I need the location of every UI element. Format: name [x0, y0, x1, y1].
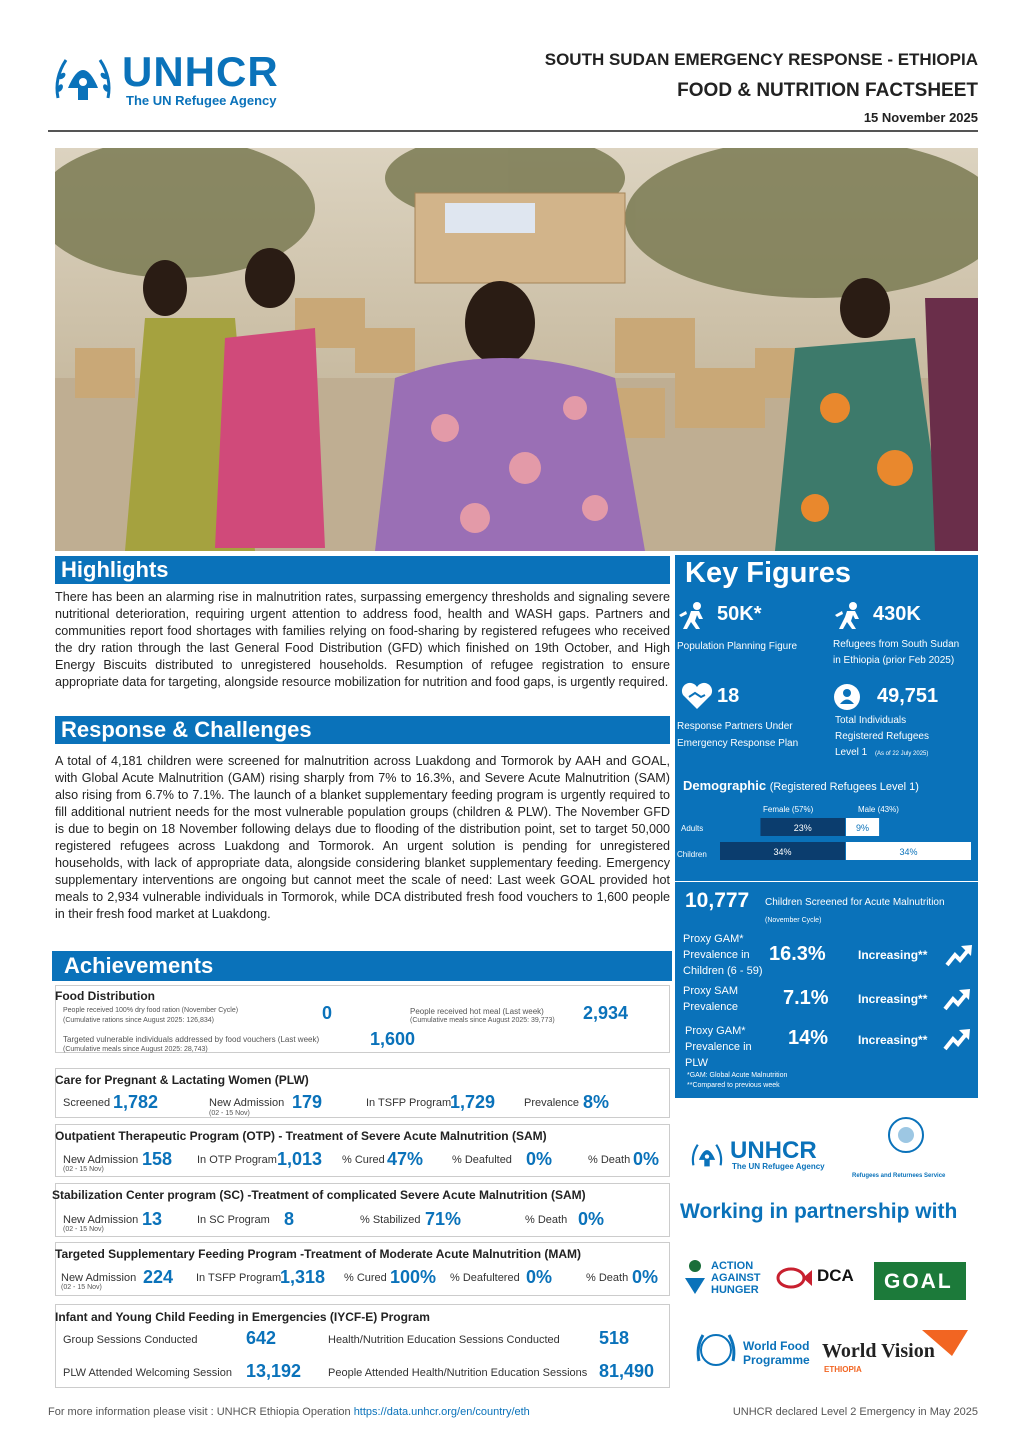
gam-value: 16.3%	[769, 943, 826, 965]
female-label-adults: 23%	[793, 823, 812, 833]
sam-value: 7.1%	[783, 987, 829, 1009]
footer-info-text: For more information please visit : UNHCR Ethiopia Operation	[48, 1406, 351, 1418]
food-distribution-photo	[55, 148, 978, 551]
registered-label-1: Total Individuals	[835, 715, 907, 726]
otp-death-value: 0%	[633, 1149, 660, 1169]
demographic-subtitle: (Registered Refugees Level 1)	[769, 781, 919, 793]
tsfp-program-label: In TSFP Program	[196, 1272, 282, 1284]
partner-unhcr-logo	[688, 1137, 833, 1177]
tsfp-admission-sub: (02 - 15 Nov)	[61, 1284, 102, 1291]
plw-tsfp-label: In TSFP Program	[366, 1097, 452, 1109]
hot-meal-sub: (Cumulative meals since August 2025: 39,773)	[410, 1017, 555, 1024]
plw-prevalence-value: 8%	[583, 1092, 610, 1112]
otp-heading: Outpatient Therapeutic Program (OTP) - Treatment of Severe Acute Malnutrition (SAM)	[55, 1129, 547, 1143]
trend-up-icon	[943, 1027, 971, 1051]
otp-cured-label: % Cured	[342, 1154, 385, 1166]
panel-divider	[675, 881, 978, 882]
dry-ration-sub: (Cumulative rations since August 2025: 126,834)	[63, 1017, 214, 1024]
registered-value: 49,751	[877, 685, 939, 707]
aah-line-1: ACTION	[711, 1260, 754, 1272]
footnote-gam: *GAM: Global Acute Malnutrition	[687, 1072, 788, 1079]
food-heading: Food Distribution	[55, 989, 155, 1003]
adults-label: Adults	[681, 824, 704, 833]
unhcr-logo	[48, 48, 308, 118]
female-label: Female (57%)	[763, 805, 814, 814]
refugees-label-1: Refugees from South Sudan	[833, 639, 960, 650]
plw-gam-label: Proxy GAM* Prevalence in PLW	[685, 1025, 752, 1069]
partner-goal-logo	[874, 1262, 966, 1300]
ppf-label: Population Planning Figure	[677, 641, 798, 652]
voucher-label: Targeted vulnerable individuals addressed by food vouchers (Last week)	[63, 1035, 320, 1044]
sc-program-label: In SC Program	[197, 1214, 270, 1226]
sc-program-value: 8	[284, 1209, 295, 1229]
header-date: 15 November 2025	[863, 110, 978, 125]
sc-stabilized-label: % Stabilized	[360, 1214, 421, 1226]
dry-ration-label: People received 100% dry food ration (November Cycle)	[63, 1007, 239, 1014]
ppf-value: 50K*	[717, 603, 762, 625]
female-label-children: 34%	[773, 847, 792, 857]
footer-link[interactable]: https://data.unhcr.org/en/country/eth	[353, 1406, 530, 1418]
sc-admission-sub: (02 - 15 Nov)	[63, 1226, 104, 1233]
plw-gam-trend: Increasing**	[858, 1033, 928, 1047]
partner-world-vision-logo	[822, 1328, 972, 1376]
tsfp-death-value: 0%	[632, 1267, 659, 1287]
plw-admission-value: 179	[292, 1092, 323, 1112]
plw-screened-label: Screened	[63, 1097, 111, 1109]
wfp-line-2: Programme	[743, 1353, 810, 1367]
iycf-attended-value: 81,490	[599, 1361, 655, 1381]
partners-value: 18	[717, 685, 740, 707]
sc-death-label: % Death	[525, 1214, 568, 1226]
person-icon	[833, 683, 861, 711]
footnote-compare: **Compared to previous week	[687, 1082, 780, 1089]
iycf-plw-label: PLW Attended Welcoming Session	[63, 1367, 232, 1379]
male-label-children: 34%	[899, 847, 918, 857]
plw-admission-sub: (02 - 15 Nov)	[209, 1110, 250, 1117]
otp-default-value: 0%	[526, 1149, 553, 1169]
demographic-title-main: Demographic	[683, 778, 767, 793]
hot-meal-value: 2,934	[583, 1003, 629, 1023]
tsfp-default-value: 0%	[526, 1267, 553, 1287]
children-label: Children	[677, 850, 707, 859]
plw-heading: Care for Pregnant & Lactating Women (PLW)	[55, 1073, 309, 1087]
sc-admission-value: 13	[142, 1209, 163, 1229]
iycf-plw-value: 13,192	[246, 1361, 302, 1381]
voucher-sub: (Cumulative meals since August 2025: 28,743)	[63, 1046, 208, 1053]
partnership-title: Working in partnership with	[680, 1200, 958, 1223]
sc-death-value: 0%	[578, 1209, 605, 1229]
registered-label-2: Registered Refugees	[835, 731, 929, 742]
otp-cured-value: 47%	[387, 1149, 424, 1169]
plw-gam-value: 14%	[788, 1027, 829, 1049]
otp-death-label: % Death	[588, 1154, 631, 1166]
demographic-title	[683, 778, 919, 793]
iycf-attended-label: People Attended Health/Nutrition Education Sessions	[328, 1367, 588, 1379]
trend-up-icon	[945, 943, 973, 967]
refugees-label-2: in Ethiopia (prior Feb 2025)	[833, 655, 955, 666]
tsfp-heading: Targeted Supplementary Feeding Program -Treatment of Moderate Acute Malnutrition (MAM)	[55, 1247, 582, 1261]
refugees-value: 430K	[873, 603, 921, 625]
refugees-icon	[833, 601, 867, 631]
screened-value: 10,777	[685, 889, 750, 912]
partner-unhcr-sub: The UN Refugee Agency	[732, 1162, 825, 1171]
unhcr-small-emblem-icon	[688, 1137, 726, 1173]
plw-screened-value: 1,782	[113, 1092, 159, 1112]
wfp-emblem-icon	[693, 1327, 739, 1373]
tsfp-admission-value: 224	[143, 1267, 174, 1287]
sc-heading: Stabilization Center program (SC) -Treatment of complicated Severe Acute Malnutrition (SAM)	[52, 1188, 586, 1202]
hot-meal-label: People received hot meal (Last week)	[410, 1007, 544, 1016]
partner-rrs-logo	[848, 1115, 973, 1185]
header-line-2: FOOD & NUTRITION FACTSHEET	[677, 80, 978, 101]
otp-admission-label: New Admission	[63, 1154, 139, 1166]
otp-program-value: 1,013	[277, 1149, 323, 1169]
handshake-heart-icon	[679, 681, 715, 711]
aah-line-3: HUNGER	[711, 1284, 759, 1296]
response-heading: Response & Challenges	[55, 716, 670, 744]
plw-tsfp-value: 1,729	[450, 1092, 496, 1112]
dca-fish-icon	[775, 1264, 813, 1292]
sc-admission-label: New Admission	[63, 1214, 139, 1226]
sc-stabilized-value: 71%	[425, 1209, 462, 1229]
tsfp-cured-value: 100%	[390, 1267, 437, 1287]
aah-line-2: AGAINST	[711, 1272, 761, 1284]
trend-up-icon	[943, 987, 971, 1011]
key-figures-title: Key Figures	[685, 557, 851, 589]
male-label-adults: 9%	[856, 823, 870, 833]
registered-label-3: Level 1	[835, 747, 868, 758]
sam-label: Proxy SAM Prevalence	[683, 985, 739, 1013]
sam-trend: Increasing**	[858, 992, 928, 1006]
otp-admission-value: 158	[142, 1149, 173, 1169]
otp-default-label: % Deafulted	[452, 1154, 512, 1166]
highlights-heading: Highlights	[55, 556, 670, 584]
tsfp-admission-label: New Admission	[61, 1272, 137, 1284]
screened-sub: (November Cycle)	[765, 917, 822, 924]
partner-aah-logo	[683, 1258, 763, 1298]
partner-dca-logo	[775, 1262, 865, 1296]
rrs-emblem-icon	[886, 1115, 926, 1155]
logo-wordmark: UNHCR	[122, 48, 279, 95]
highlights-text: There has been an alarming rise in malnutrition rates, surpassing emergency thresholds and signaling severe nutritional deterioration, requiring urgent attention to address food, health and WASH gaps. Partners and communities report food shortages with families relying on food-sharing by registered refugees who received the dry ration through the last General Food Distribution (GFD) which finished on 19th October, and High Energy Biscuits distributed to unregistered households. Resumption of refugee registration to ensure appropriate data for targeting, alongside resource mobilization for nutrition and food gaps, is urgently required.	[55, 590, 670, 689]
otp-admission-sub: (02 - 15 Nov)	[63, 1166, 104, 1173]
partners-label-2: Emergency Response Plan	[677, 738, 799, 749]
partners-label-1: Response Partners Under	[677, 721, 793, 732]
plw-prevalence-label: Prevalence	[524, 1097, 580, 1109]
world-vision-sub: ETHIOPIA	[824, 1365, 862, 1374]
iycf-edu-label: Health/Nutrition Education Sessions Conducted	[328, 1334, 560, 1346]
partner-unhcr-word: UNHCR	[730, 1137, 817, 1164]
footer-info	[48, 1406, 530, 1418]
people-moving-icon	[677, 601, 711, 631]
hero-photo	[55, 148, 978, 551]
voucher-value: 1,600	[370, 1029, 416, 1049]
goal-name: GOAL	[884, 1270, 953, 1293]
header-line-1: SOUTH SUDAN EMERGENCY RESPONSE - ETHIOPIA	[544, 50, 978, 69]
iycf-group-label: Group Sessions Conducted	[63, 1334, 198, 1346]
otp-program-label: In OTP Program	[197, 1154, 277, 1166]
plw-admission-label: New Admission	[209, 1097, 285, 1109]
iycf-heading: Infant and Young Child Feeding in Emergencies (IYCF-E) Program	[55, 1310, 430, 1324]
rrs-name: Refugees and Returnees Service	[852, 1173, 946, 1179]
key-figures-panel	[675, 555, 978, 1098]
header-divider	[48, 130, 978, 132]
demographic-chart	[675, 817, 978, 873]
aah-emblem-icon	[683, 1258, 707, 1296]
logo-subtitle: The UN Refugee Agency	[126, 93, 277, 108]
footer-emergency-note: UNHCR declared Level 2 Emergency in May 2025	[732, 1406, 978, 1418]
dry-ration-value: 0	[322, 1003, 333, 1023]
unhcr-emblem-icon	[48, 48, 118, 110]
iycf-group-value: 642	[246, 1328, 277, 1348]
response-text: A total of 4,181 children were screened for malnutrition across Luakdong and Tormorok by AAH and GOAL, with Global Acute Malnutrition (GAM) rising sharply from 7% to 16.3%, and Severe Acute Malnutrition (SAM) also rising from 6.7% to 7.1%. The launch of a blanket supplementary feeding program is urgently required to fill additional nutrient needs for the most vulnerable population groups (children & PLW). The November GFD is due to begin on 18 November following delays due to flooding of the distribution point, set to target 50,000 registered refugees across Luakdong and Tormorok. An urgent solution is pending for unregistered households, with lack of appropriate data, alongside considering blanket supplementary feeding. Emergency supplementary interventions are ongoing but cannot meet the scale of need: Last week GOAL provided hot meals to 2,934 vulnerable individuals in Tormorok, while DCA distributed fresh food vouchers to 1,600 people in their fresh food market at Luakdong.	[55, 754, 670, 921]
tsfp-default-label: % Deafultered	[450, 1272, 520, 1284]
wfp-line-1: World Food	[743, 1339, 810, 1353]
iycf-edu-value: 518	[599, 1328, 630, 1348]
gam-trend: Increasing**	[858, 948, 928, 962]
registered-note: (As of 22 July 2025)	[875, 751, 929, 757]
achievements-heading: Achievements	[52, 951, 672, 981]
screened-label: Children Screened for Acute Malnutrition	[765, 897, 945, 908]
tsfp-death-label: % Death	[586, 1272, 629, 1284]
male-label: Male (43%)	[858, 805, 899, 814]
tsfp-program-value: 1,318	[280, 1267, 326, 1287]
world-vision-name: World Vision	[822, 1340, 935, 1362]
gam-label: Proxy GAM* Prevalence in Children (6 - 59)	[683, 933, 763, 977]
tsfp-cured-label: % Cured	[344, 1272, 387, 1284]
partner-wfp-logo	[693, 1325, 813, 1377]
dca-name: DCA	[817, 1266, 854, 1285]
